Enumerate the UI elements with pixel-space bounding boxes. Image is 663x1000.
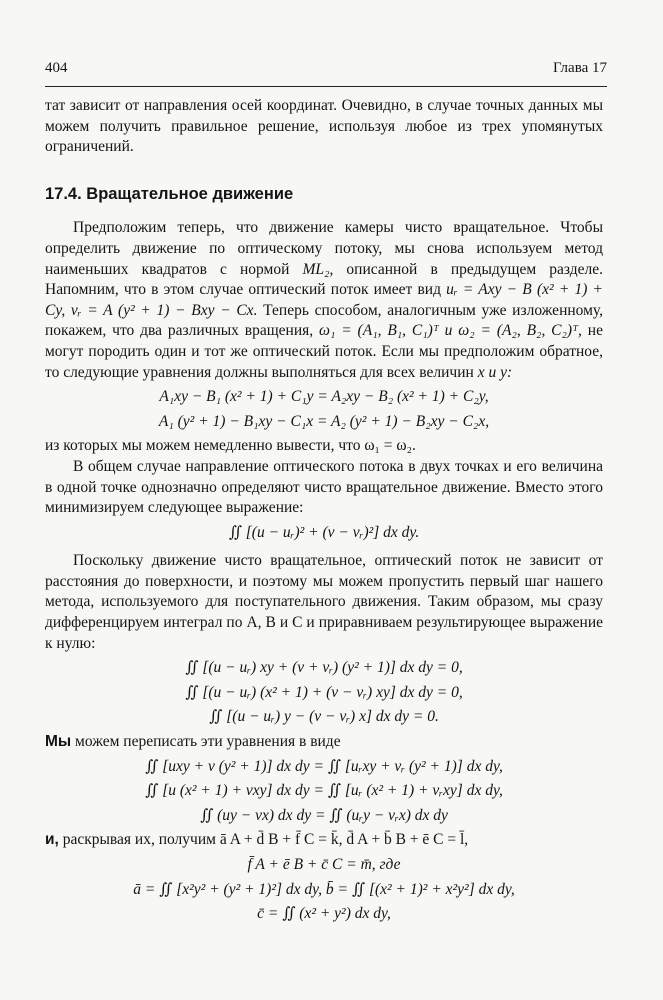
page-body: [45, 96, 603, 929]
norm-symbol: ML₂: [302, 260, 330, 278]
paragraph-rotation-intro: Предположим теперь, что движение камеры чисто вращательное. Чтобы определить движение по оптическому потоку, мы снова используем метод наименьших квадратов с нормой ML₂, описанной в предыдущем разделе. Напомним, что в этом случае оптический поток имеет вид uᵣ = Axy − B (x² + 1) + Cy, vᵣ = A (y² + 1) − Bxy − Cx. Теперь способом, аналогичным уже изложенному, покажем, что два различных вращения, ω₁ = (A₁, B₁, C₁)ᵀ и ω₂ = (A₂, B₂, C₂)ᵀ, не могут породить один и тот же оптический поток. Если мы предположим обратное, то следующие уравнения должны выполняться для всех величин x и y:: [45, 219, 604, 381]
paragraph-continued: тат зависит от направления осей координат. Очевидно, в случае точных данных мы можем получить правильное решение, используя любое из трех упомянутых ограничений.: [45, 97, 603, 156]
paragraph-expand: и, раскрывая их, получим ā A + d̄ B + f̄ C = k̄, d̄ A + b̄ B + ē C = l̄,: [45, 831, 469, 849]
header-rule: [45, 86, 607, 87]
paragraph-general-case: В общем случае направление оптического потока в двух точках и его величина в одной точке однозначно определяют чисто вращательное движение. Вместо этого минимизируем следующее выражение:: [45, 457, 603, 517]
paragraph-conclusion: из которых мы можем немедленно вывести, что ω₁ = ω₂.: [45, 437, 416, 455]
equation-line: ∬ [(u − uᵣ) (x² + 1) + (v − vᵣ) xy] dx dy = 0,: [185, 683, 463, 701]
paragraph-rewrite: Мы можем переписать эти уравнения в виде: [45, 733, 341, 751]
section-heading: 17.4. Вращательное движение: [45, 184, 294, 203]
inline-flow-formula: uᵣ = Axy − B (x² + 1) + Cy, vᵣ = A (y² + 1) − Bxy − Cx.: [45, 281, 604, 319]
equation-line: A₁ (y² + 1) − B₁xy − C₁x = A₂ (y² + 1) − B₂xy − C₂x,: [158, 412, 490, 430]
inline-variables: x и y:: [477, 363, 513, 381]
equation-line: ∬ (uy − vx) dx dy = ∬ (uᵣy − vᵣx) dx dy: [200, 806, 448, 824]
equation-line: ∬ [uxy + v (y² + 1)] dx dy = ∬ [uᵣxy + vᵣ (y² + 1)] dx dy,: [145, 757, 503, 775]
chapter-label: Глава 17: [553, 60, 607, 76]
equation-line: ∬ [(u − uᵣ) y − (v − vᵣ) x] dx dy = 0.: [209, 708, 439, 726]
page-number: 404: [45, 60, 68, 76]
paragraph-differentiation: Поскольку движение чисто вращательное, оптический поток не зависит от расстояния до поверхности, и поэтому мы можем пропустить первый шаг нашего метода, используемого для поступательного движения. Таким образом, мы сразу дифференцируем интеграл по A, B и C и приравниваем результирующее выражение к нулю:: [45, 552, 603, 652]
equation-line: ∬ [(u − uᵣ) xy + (v + vᵣ) (y² + 1)] dx dy = 0,: [185, 659, 463, 677]
equation-minimize: ∬ [(u − uᵣ)² + (v − vᵣ)²] dx dy.: [228, 523, 420, 541]
equation-line: ∬ [u (x² + 1) + vxy] dx dy = ∬ [uᵣ (x² + 1) + vᵣxy] dx dy,: [145, 782, 503, 800]
equation-line: c̄ = ∬ (x² + y²) dx dy,: [257, 905, 391, 923]
equation-line: f̄ A + ē B + c̄ C = m̄, где: [247, 856, 401, 873]
inline-rotation-formula: ω₁ = (A₁, B₁, C₁)ᵀ и ω₂ = (A₂, B₂, C₂)ᵀ,: [319, 322, 582, 340]
equation-line: A₁xy − B₁ (x² + 1) + C₁y = A₂xy − B₂ (x² + 1) + C₂y,: [159, 388, 489, 406]
equation-line: ā = ∬ [x²y² + (y² + 1)²] dx dy, b̄ = ∬ [(x² + 1)² + x²y²] dx dy,: [133, 880, 515, 898]
